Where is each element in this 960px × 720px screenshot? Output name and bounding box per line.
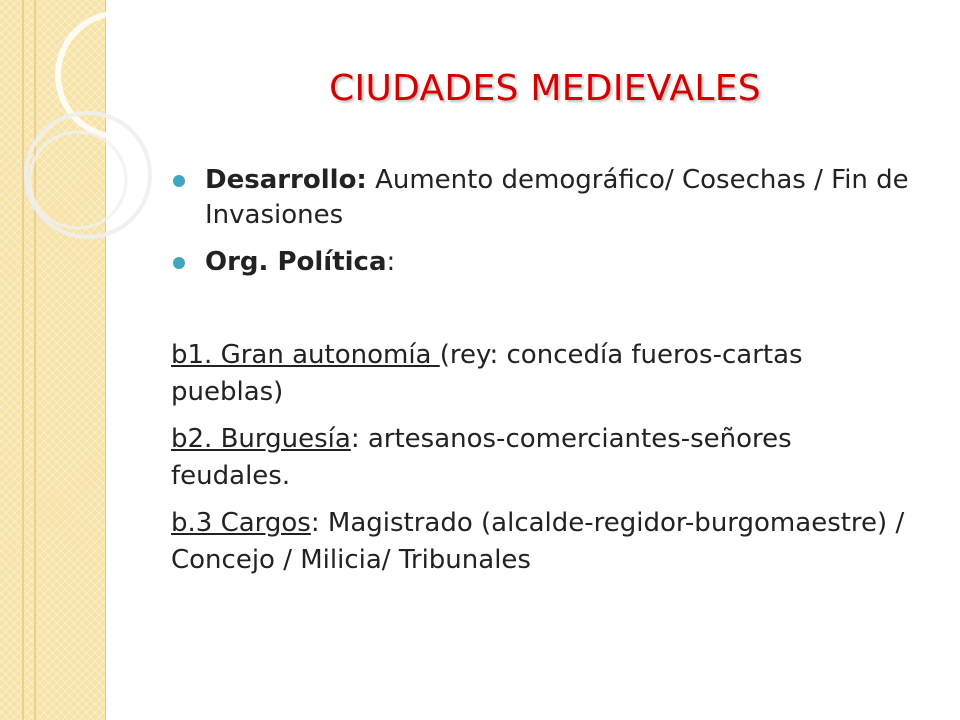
paragraph-heading: b1. Gran autonomía: [171, 340, 440, 370]
paragraph-list: [171, 337, 916, 579]
paragraph-heading: b.3 Cargos: [171, 508, 311, 538]
slide-title: CIUDADES MEDIEVALES: [329, 68, 761, 109]
paragraph-heading: b2. Burguesía: [171, 424, 351, 454]
bullet-dot: [173, 257, 185, 269]
bullet-text: :: [386, 247, 396, 277]
bullet-dot: [173, 175, 185, 187]
bullet-desarrollo: [173, 163, 933, 233]
paragraph-b1: [171, 337, 916, 411]
bullet-text: Aumento demográfico/ Cosechas / Fin de Invasiones: [205, 165, 909, 230]
bullet-label: Desarrollo:: [205, 165, 367, 195]
slide-body: [173, 163, 933, 280]
paragraph-b2: [171, 421, 916, 495]
paragraph-text: : artesanos-comerciantes-señores feudales.: [171, 424, 792, 491]
paragraph-text: (rey: concedía fueros-cartas pueblas): [171, 340, 803, 407]
paragraph-b3: [171, 505, 916, 579]
bullet-label: Org. Política: [205, 247, 387, 277]
paragraph-text: : Magistrado (alcalde-regidor-burgomaestre) / Concejo / Milicia/ Tribunales: [171, 508, 905, 575]
bullet-org-politica: [173, 245, 933, 280]
